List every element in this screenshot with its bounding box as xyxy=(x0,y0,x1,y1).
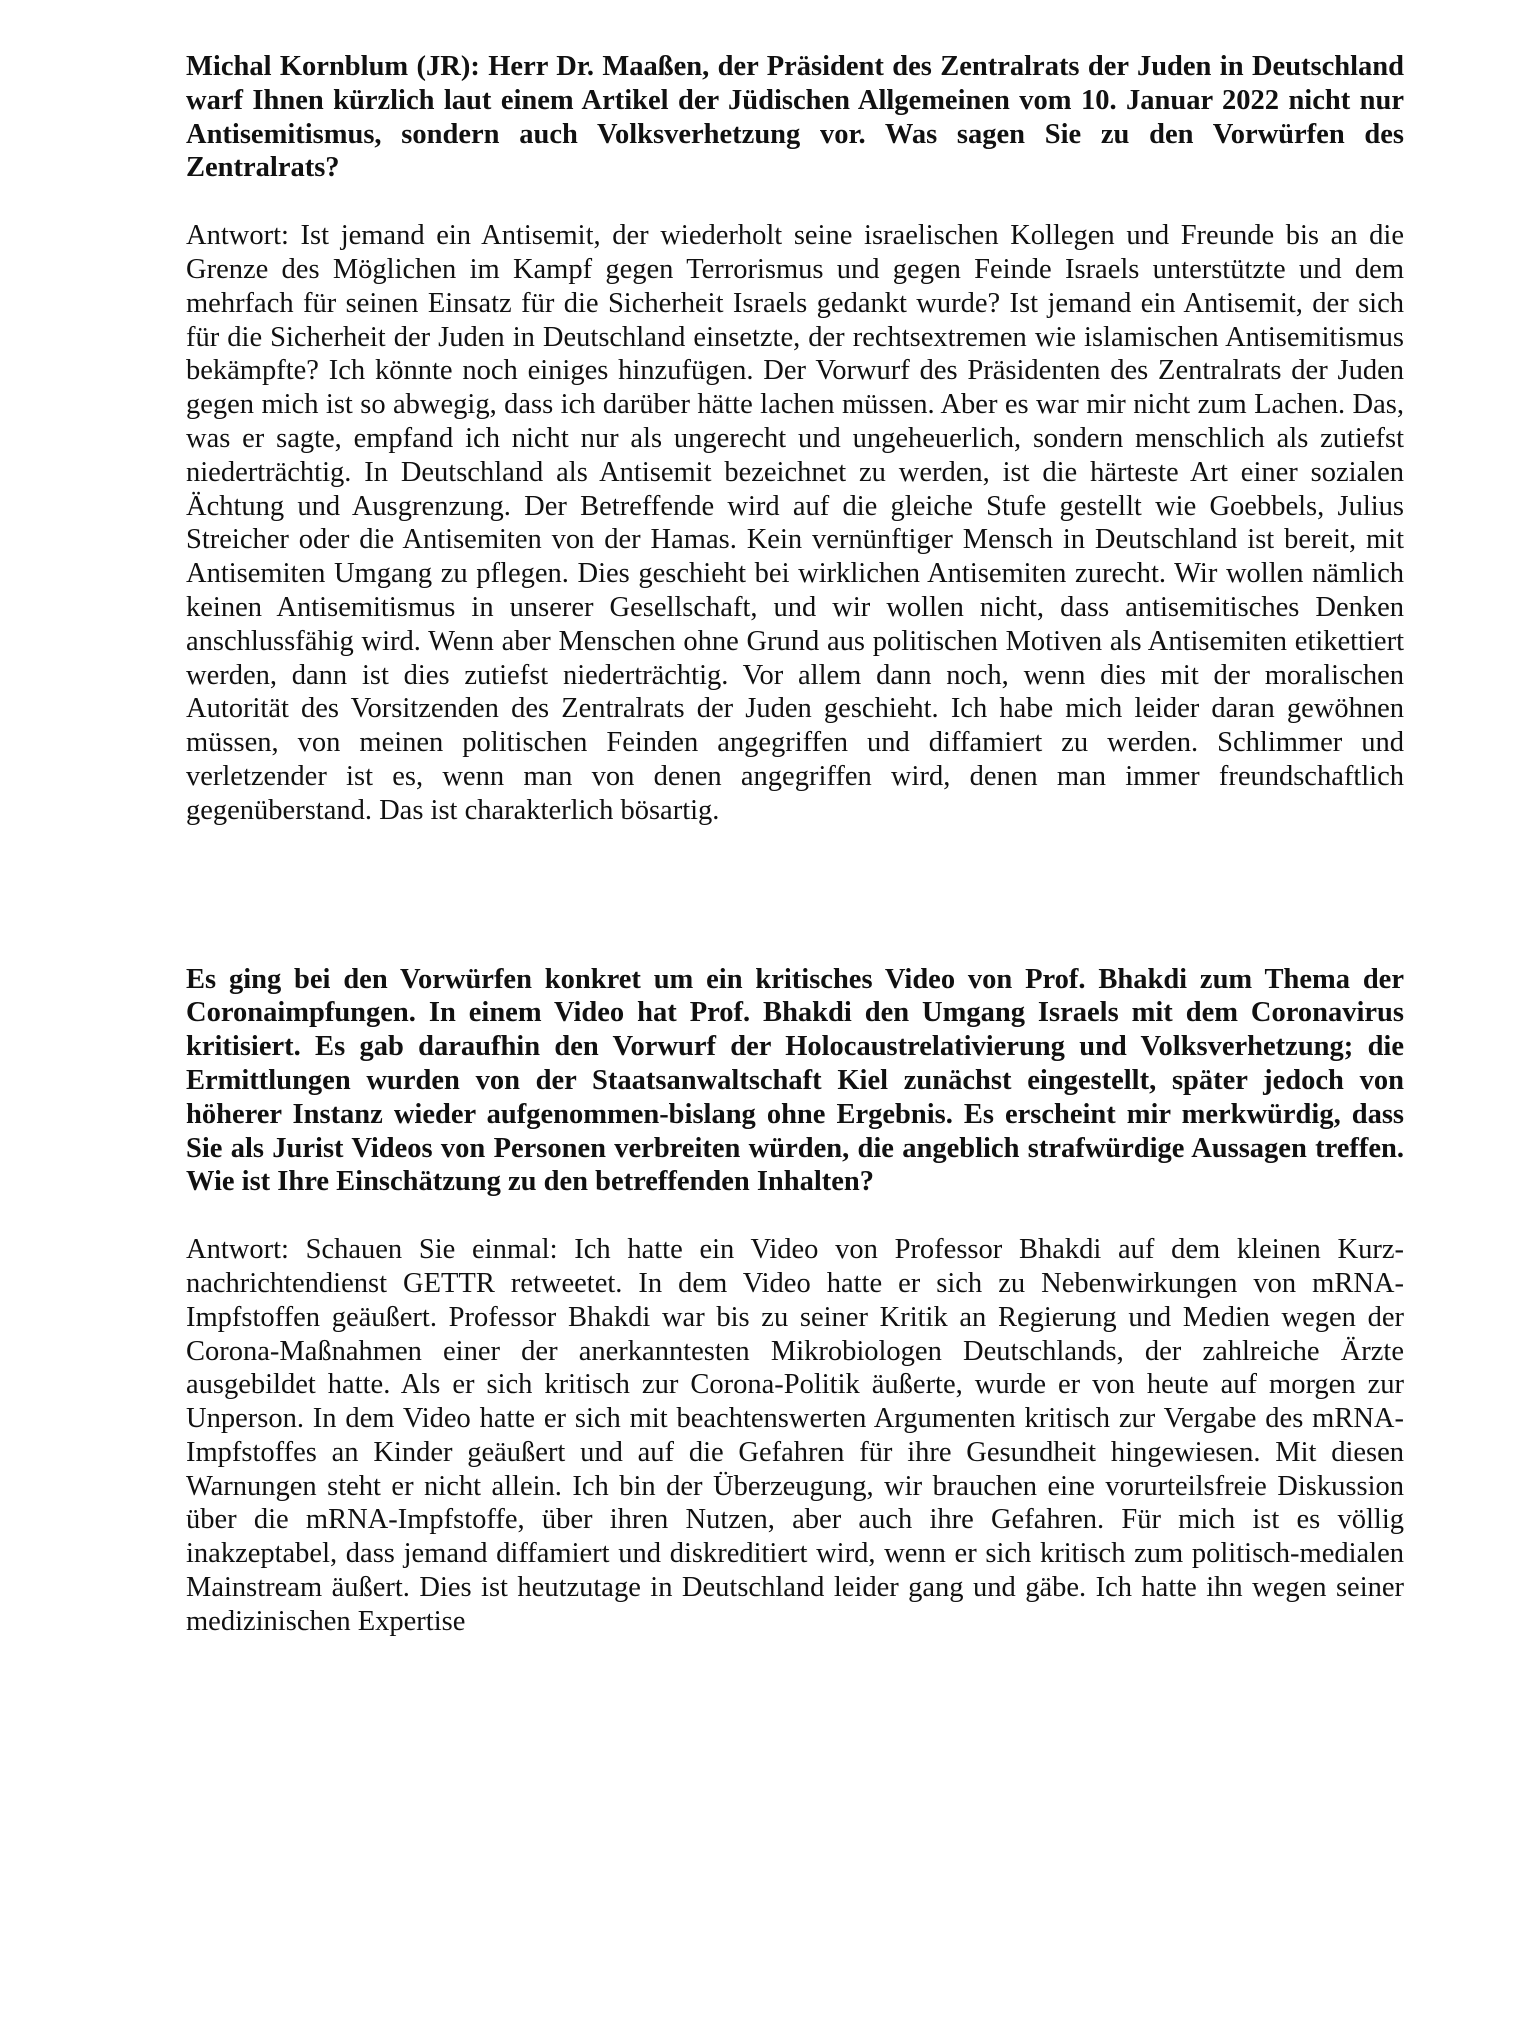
paragraph-gap xyxy=(186,185,1404,219)
interview-answer-2: Antwort: Schauen Sie einmal: Ich hatte ein Video von Professor Bhakdi auf dem kleinen Kurznachrichtendienst GETTR retweetet. In dem Video hatte er sich zu Nebenwirkungen von mRNA-Impfstoffen geäußert. Professor Bhakdi war bis zu seiner Kritik an Regierung und Medien wegen der Corona-Maßnahmen einer der anerkanntesten Mikrobiologen Deutschlands, der zahlreiche Ärzte ausgebildet hatte. Als er sich kritisch zur Corona-Politik äußerte, wurde er von heute auf morgen zur Unperson. In dem Video hatte er sich mit beachtenswerten Argumenten kritisch zur Vergabe des mRNA-Impfstoffes an Kinder geäußert und auf die Gefahren für ihre Gesundheit hingewiesen. Mit diesen Warnungen steht er nicht allein. Ich bin der Überzeugung, wir brauchen eine vorurteilsfreie Diskussion über die mRNA-Impfstoffe, über ihren Nutzen, aber auch ihre Gefahren. Für mich ist es völlig inakzeptabel, dass jemand diffamiert und diskreditiert wird, wenn er sich kritisch zum politisch-medialen Mainstream äußert. Dies ist heutzutage in Deutschland leider gang und gäbe. Ich hatte ihn wegen seiner medizinischen Expertise xyxy=(186,1234,1404,1637)
interview-question-2: Es ging bei den Vorwürfen konkret um ein kritisches Video von Prof. Bhakdi zum Thema der Coronaimpfungen. In einem Video hat Prof. Bhakdi den Umgang Israels mit dem Coronavirus kritisiert. Es gab daraufhin den Vorwurf der Holocaustrelativierung und Volksverhetzung; die Ermittlungen wurden von der Staatsanwaltschaft Kiel zunächst eingestellt, später jedoch von höherer Instanz wieder aufgenommen-bislang ohne Ergebnis. Es erscheint mir merkwürdig, dass Sie als Jurist Videos von Personen verbreiten würden, die angeblich strafwürdige Aussagen treffen. Wie ist Ihre Einschätzung zu den betreffenden Inhalten? xyxy=(186,963,1404,1198)
interview-answer-1: Antwort: Ist jemand ein Antisemit, der wiederholt seine israelischen Kollegen und Freunde bis an die Grenze des Möglichen im Kampf gegen Terrorismus und gegen Feinde Israels unterstützte und dem mehrfach für seinen Einsatz für die Sicherheit Israels gedankt wurde? Ist jemand ein Antisemit, der sich für die Sicherheit der Juden in Deutschland einsetzte, der rechtsextremen wie islamischen Antisemitismus bekämpfte? Ich könnte noch einiges hinzufügen. Der Vorwurf des Präsidenten des Zentralrats der Juden gegen mich ist so abwegig, dass ich darüber hätte lachen müssen. Aber es war mir nicht zum Lachen. Das, was er sagte, empfand ich nicht nur als ungerecht und ungeheuerlich, sondern menschlich als zutiefst niederträchtig. In Deutschland als Antisemit bezeichnet zu werden, ist die härteste Art einer sozialen Ächtung und Ausgrenzung. Der Betreffende wird auf die gleiche Stufe gestellt wie Goebbels, Julius Streicher oder die Antisemiten von der Hamas. Kein vernünftiger Mensch in Deutschland ist bereit, mit Antisemiten Umgang zu pflegen. Dies geschieht bei wirklichen Antisemiten zurecht. Wir wollen nämlich keinen Antisemitismus in unserer Gesellschaft, und wir wollen nicht, dass antisemitisches Denken anschlussfähig wird. Wenn aber Menschen ohne Grund aus politischen Motiven als Antisemiten etikettiert werden, dann ist dies zutiefst niederträchtig. Vor allem dann noch, wenn dies mit der moralischen Autorität des Vorsitzenden des Zentralrats der Juden geschieht. Ich habe mich leider daran gewöhnen müssen, von meinen politischen Feinden angegriffen und diffamiert zu werden. Schlimmer und verletzender ist es, wenn man von denen angegriffen wird, denen man immer freundschaftlich gegenüberstand. Das ist charakterlich bösartig. xyxy=(186,220,1404,826)
paragraph-gap xyxy=(186,1199,1404,1233)
interview-question-1: Michal Kornblum (JR): Herr Dr. Maaßen, der Präsident des Zentralrats der Juden in Deutschland warf Ihnen kürzlich laut einem Artikel der Jüdischen Allgemeinen vom 10. Januar 2022 nicht nur Antisemitismus, sondern auch Volksverhetzung vor. Was sagen Sie zu den Vorwürfen des Zentralrats? xyxy=(186,51,1404,184)
document-page xyxy=(186,50,1404,1639)
section-gap xyxy=(186,828,1404,963)
